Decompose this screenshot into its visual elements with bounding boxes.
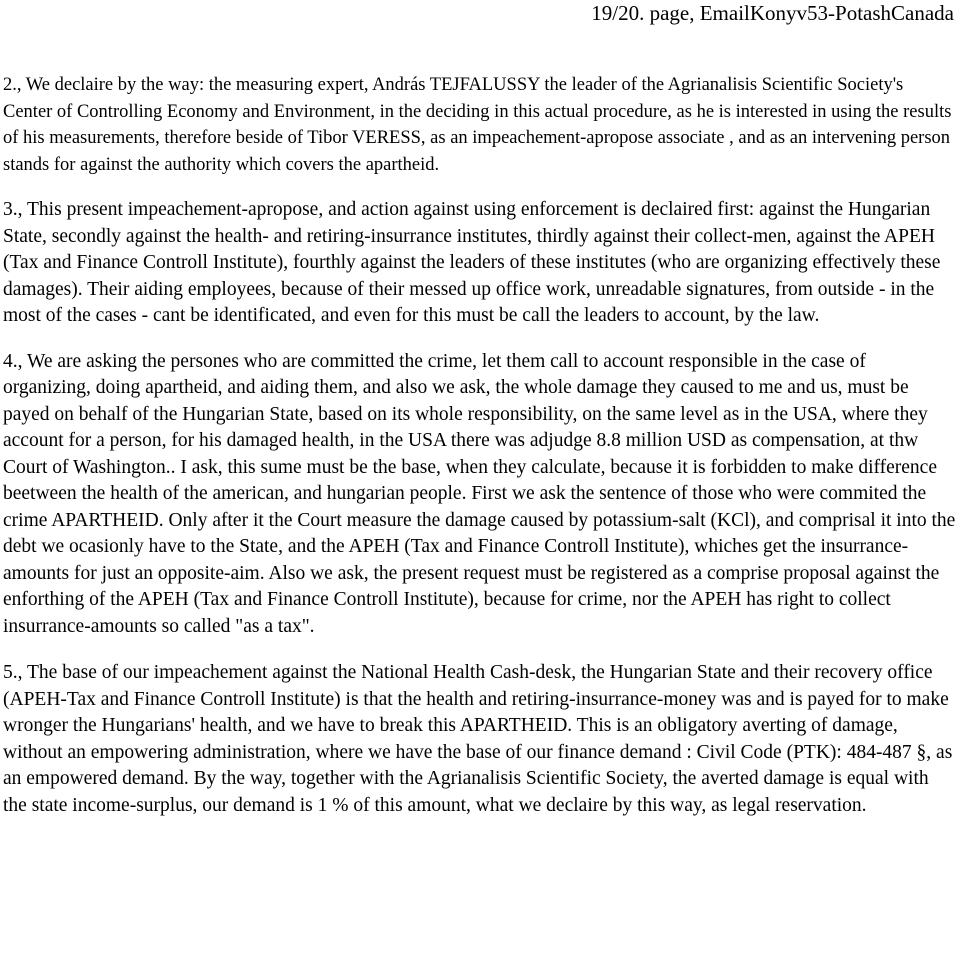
document-body <box>3 72 957 819</box>
paragraph-3: 3., This present impeachement-apropose, and action against using enforcement is declaired first: against the Hungarian State, secondly against the health- and retiring-insurrance institutes, thirdly against their collect-men, against the APEH (Tax and Finance Controll Institute), fourthly against the leaders of these institutes (who are organizing effectively these damages). Their aiding employees, because of their messed up office work, unreadable signatures, from outside - in the most of the cases - cant be identificated, and even for this must be call the leaders to account, by the law. <box>3 199 941 326</box>
page-header: 19/20. page, EmailKonyv53-PotashCanada <box>591 1 954 25</box>
paragraph-4: 4., We are asking the persones who are committed the crime, let them call to account responsible in the case of organizing, doing apartheid, and aiding them, and also we ask, the whole damage they caused to me and us, must be payed on behalf of the Hungarian State, based on its whole responsibility, on the same level as in the USA, where they account for a person, for his damaged health, in the USA there was adjudge 8.8 million USD as compensation, at thw Court of Washington.. I ask, this sume must be the base, when they calculate, because it is forbidden to make difference beetween the health of the american, and hungarian people. First we ask the sentence of those who were commited the crime APARTHEID. Only after it the Court measure the damage caused by potassium-salt (KCl), and comprisal it into the debt we ocasionly have to the State, and the APEH (Tax and Finance Controll Institute), whiches get the insurrance-amounts for just an opposite-aim. Also we ask, the present request must be registered as a comprise proposal against the enforthing of the APEH (Tax and Finance Controll Institute), because for crime, nor the APEH has right to collect insurrance-amounts so called "as a tax". <box>3 350 956 637</box>
paragraph-5: 5., The base of our impeachement against the National Health Cash-desk, the Hungarian State and their recovery office (APEH-Tax and Finance Controll Institute) is that the health and retiring-insurrance-money was and is payed for to make wronger the Hungarians' health, and we have to break this APARTHEID. This is an obligatory averting of damage, without an empowering administration, where we have the base of our finance demand : Civil Code (PTK): 484-487 §, as an empowered demand. By the way, together with the Agrianalisis Scientific Society, the averted damage is equal with the state income-surplus, our demand is 1 % of this amount, what we declaire by this way, as legal reservation. <box>3 662 953 816</box>
paragraph-2: 2., We declaire by the way: the measuring expert, András TEJFALUSSY the leader of the Agrianalisis Scientific Society's Center of Controlling Economy and Environment, in the deciding in this actual procedure, as he is interested in using the results of his measurements, therefore beside of Tibor VERESS, as an impeachement-apropose associate , and as an intervening person stands for against the authority which covers the apartheid. <box>3 75 952 175</box>
